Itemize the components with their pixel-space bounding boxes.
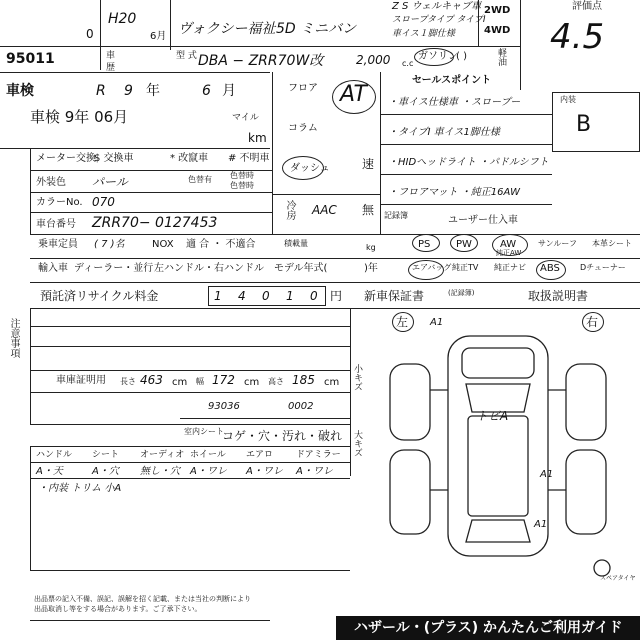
damage-a1-side: A1 [540, 469, 554, 480]
recycle-label: 預託済リサイクル料金 [40, 289, 159, 303]
interior-note: ・内装 トリム 小A [38, 483, 122, 494]
divider [30, 462, 350, 463]
car-rear-window [466, 520, 530, 542]
serial-1: 93036 [208, 401, 240, 412]
divider [272, 194, 380, 195]
car-roof [468, 416, 528, 516]
length-cm: cm [172, 377, 188, 388]
transmission: AT [340, 82, 367, 107]
divider [380, 72, 381, 234]
left-marker: 左 [396, 315, 409, 329]
divider [380, 282, 640, 283]
interior-value-4: A・ワレ [190, 466, 227, 477]
divider [30, 478, 350, 479]
type-code: DBA − ZRR70W改 [198, 53, 324, 69]
width-value: 172 [212, 373, 235, 387]
disclaimer-line-2: 出品取消し等をする場合があります。ご了承下さい。 [34, 605, 202, 613]
body-type: 5D ミニバン [276, 21, 357, 37]
manual-label: 取扱説明書 [528, 289, 589, 303]
sales-header: セールスポイント [412, 75, 492, 86]
divider [30, 282, 380, 283]
spare-tire-label: スペアタイヤ [600, 575, 636, 582]
fuel-paren: ( ) [456, 51, 467, 62]
recycle-digit-4: 1 [286, 289, 294, 303]
chassis-label: 車台番号 [36, 219, 76, 230]
interior-defects: コゲ・穴・汚れ・破れ [222, 429, 343, 443]
car-right-front-side [566, 364, 606, 440]
divider [100, 0, 101, 70]
model-name: ヴォクシー福祉 [178, 21, 276, 37]
divider [30, 570, 350, 571]
equip-pw: PW [456, 239, 472, 250]
import-label: 輸入車 [38, 263, 68, 274]
serial-2: 0002 [288, 401, 314, 412]
drive-4wd: 4WD [484, 25, 511, 36]
speed-label: 速 [362, 157, 375, 171]
model-year-label: モデル年式( [274, 263, 328, 274]
shaken-year-unit: 年 [146, 83, 160, 99]
recycle-digit-2: 4 [238, 289, 246, 303]
grade-line-1: Z S ウェルキャブ車 [392, 1, 482, 12]
divider [30, 326, 350, 327]
warranty-label: 新車保証書 [364, 289, 425, 303]
divider [100, 46, 520, 47]
divider [30, 346, 350, 347]
right-marker: 右 [586, 315, 599, 329]
user-import-label: ユーザー仕入車 [448, 215, 518, 226]
floor-label: フロア [288, 83, 318, 94]
column-label: コラム [288, 123, 318, 134]
equip-airbag-circle [408, 260, 444, 280]
divider [0, 72, 270, 73]
car-right-rear-side [566, 450, 606, 534]
damage-a1-bottom: A1 [534, 519, 548, 530]
car-body-outline [448, 336, 548, 556]
divider [350, 308, 351, 476]
length-label: 長さ [120, 377, 136, 386]
cc-label: c.c [402, 59, 414, 68]
length-value: 463 [140, 373, 163, 387]
equip-ps-circle [412, 234, 440, 252]
divider [0, 148, 270, 149]
import-options: ディーラー・並行 [74, 263, 154, 274]
divider [30, 212, 272, 213]
exterior-color-label: 外装色 [36, 177, 66, 188]
car-windshield [466, 384, 530, 412]
small-scratch-note: 小キズ [352, 364, 362, 391]
car-left-front-side [390, 364, 430, 440]
divider [380, 174, 552, 175]
interior-value-5: A・ワレ [246, 466, 283, 477]
equip-aw: AW [500, 239, 517, 250]
divider [0, 46, 100, 47]
interior-section-label: 室内シート [184, 427, 224, 436]
interior-value-3: 無し・穴 [140, 466, 180, 477]
equip-sunroof: サンルーフ [538, 239, 577, 248]
load-kg: kg [366, 243, 376, 252]
spare-tire [594, 560, 610, 576]
car-left-rear-side [390, 450, 430, 534]
recycle-digit-5: 0 [310, 289, 318, 303]
divider [170, 0, 171, 50]
interior-header-3: オーディオ [140, 450, 185, 460]
interior-grade: B [576, 112, 592, 137]
mileage-mile: マイル [232, 113, 259, 123]
recorder-label: 記録簿 [384, 211, 408, 220]
interior-value-2: A・穴 [92, 466, 119, 477]
equip-ps: PS [418, 239, 431, 250]
color-change-note-1: 色替時 [230, 171, 254, 180]
divider [272, 72, 273, 234]
shaken-typed: 車検 9年 06月 [30, 108, 129, 126]
divider [30, 308, 640, 309]
divider [30, 392, 350, 393]
divider [30, 446, 350, 447]
width-cm: cm [244, 377, 260, 388]
divider [380, 204, 552, 205]
auction-score: 4.5 [550, 17, 605, 57]
zero-marker: 0 [86, 27, 94, 41]
meter-opt-3: # 不明車 [228, 153, 270, 164]
chassis-number: ZRR70− 0127453 [92, 215, 218, 231]
dimensions-label: 車庫証明用 [56, 375, 106, 386]
mileage-km: km [248, 131, 267, 145]
shaken-label: 車検 [6, 83, 34, 99]
divider [180, 418, 350, 419]
ac-label: 冷房 [284, 200, 295, 220]
height-value: 185 [292, 373, 315, 387]
dash-label: ダッシュ [290, 163, 330, 174]
divider [380, 144, 552, 145]
interior-value-1: A・天 [36, 466, 63, 477]
type-label: 型 式 [176, 51, 197, 61]
divider [380, 258, 640, 259]
interior-grade-label: 内装 [560, 95, 576, 104]
center-damage: トビA [476, 409, 509, 423]
interior-header-5: エアロ [246, 450, 274, 460]
divider [30, 258, 380, 259]
capacity-label: 乗車定員 [38, 239, 78, 250]
equip-aw-label: 純正AW [496, 249, 522, 257]
divider [30, 192, 272, 193]
meter-label: メーター交換 [36, 153, 96, 164]
history-label: 車 歴 [104, 50, 114, 71]
divider [30, 234, 380, 235]
divider [30, 620, 270, 621]
nox-options: 適 合 ・ 不適合 [186, 239, 256, 250]
equip-navi: 純正ナビ [494, 263, 526, 272]
recycle-digit-3: 0 [262, 289, 270, 303]
interior-grade-box [552, 92, 640, 152]
equip-dtuner: Dチューナー [580, 263, 626, 272]
width-label: 幅 [196, 377, 204, 386]
equip-abs: ABS [540, 263, 560, 274]
divider [520, 0, 521, 90]
warranty-note: (記録簿) [448, 289, 475, 297]
interior-header-1: ハンドル [36, 450, 73, 460]
interior-header-6: ドアミラー [296, 450, 341, 460]
shaken-year: 9 [124, 83, 133, 99]
divider [380, 114, 552, 115]
height-label: 高さ [268, 377, 284, 386]
divider [30, 424, 350, 425]
disclaimer-line-1: 出品票の記入不備、誤記、誤解を招く記載、または当社の判断により [34, 595, 251, 603]
interior-value-6: A・ワレ [296, 466, 333, 477]
load-label: 積載量 [284, 239, 308, 248]
equip-aw-circle [492, 234, 528, 256]
model-month: 6月 [150, 31, 167, 42]
equip-abs-circle [536, 260, 566, 280]
recycle-digit-1: 1 [214, 289, 222, 303]
equip-airbag: エアバッグ [412, 263, 452, 272]
damage-a1-top: A1 [430, 317, 444, 328]
color-no: 070 [92, 195, 115, 209]
exterior-color: パール [92, 175, 128, 189]
car-diagram [370, 317, 640, 580]
nox-label: NOX [152, 239, 174, 250]
equip-leather: 本革シート [592, 239, 632, 248]
handle-options: 左ハンドル・右ハンドル [154, 263, 264, 274]
drive-2wd: 2WD [484, 5, 511, 16]
large-scratch-note: 大キズ [352, 430, 362, 457]
color-no-label: カラーNo. [36, 197, 83, 208]
fuel-diesel: 軽油 [496, 48, 506, 66]
shaken-era: R [96, 83, 106, 99]
shaken-month-unit: 月 [222, 83, 236, 99]
sales-item-2: ・タイプⅠ 車イス1脚仕様 [388, 127, 500, 138]
color-change-note-2: 色替時 [230, 181, 254, 190]
equip-tv: 純正TV [452, 263, 479, 272]
ac-none: 無 [362, 203, 375, 217]
notes-label: 注意事項 [8, 318, 19, 358]
score-label: 評価点 [572, 1, 602, 12]
divider [30, 446, 31, 570]
recycle-unit: 円 [330, 289, 343, 303]
lot-number: 95011 [6, 51, 55, 67]
meter-opt-2: * 改竄車 [170, 153, 209, 164]
color-change-label: 色替有 [188, 175, 212, 184]
grade-line-3: 車イス１脚仕様 [392, 29, 455, 39]
meter-opt-1: $ 交換車 [94, 153, 134, 164]
car-hood [462, 348, 534, 378]
interior-header-4: ホイール [190, 450, 226, 460]
divider [30, 148, 31, 234]
capacity-value: ( 7 )名 [94, 239, 125, 250]
usage-guide-banner[interactable]: ハザール・(プラス) かんたんご利用ガイド [336, 616, 640, 640]
ac-value: AAC [312, 203, 337, 217]
model-year-unit: )年 [364, 263, 378, 274]
dash-circle [282, 156, 324, 180]
fuel-circle [414, 48, 454, 66]
height-cm: cm [324, 377, 340, 388]
interior-header-2: シート [92, 450, 120, 460]
sales-item-3: ・HIDヘッドライト ・パドルシフト [388, 157, 549, 168]
divider [30, 370, 350, 371]
displacement: 2,000 [356, 53, 391, 67]
model-year: H20 [108, 11, 137, 27]
grade-line-2: スロープタイプ タイプⅠ [392, 15, 486, 25]
sales-item-4: ・フロアマット ・純正16AW [388, 187, 521, 198]
sales-item-1: ・車イス仕様車 ・スロープー [388, 97, 521, 108]
fuel-type: ガソリン [418, 51, 458, 62]
equip-pw-circle [450, 234, 478, 252]
shaken-month: 6 [202, 83, 211, 99]
